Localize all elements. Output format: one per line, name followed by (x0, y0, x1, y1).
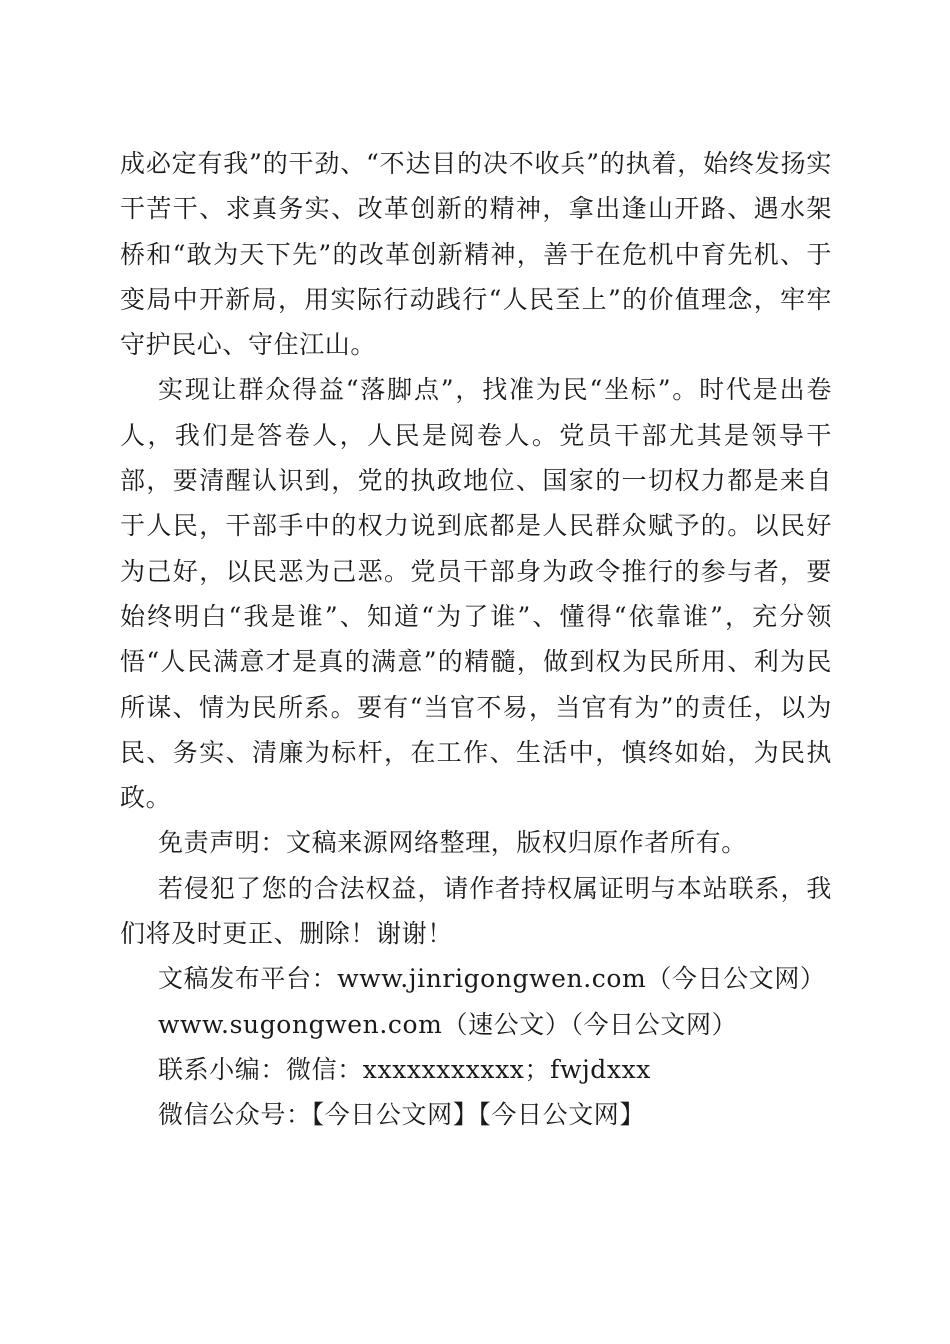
document-page (120, 141, 832, 1138)
body-paragraph-continuation: 成必定有我”的干劲、“不达目的决不收兵”的执着，始终发扬实干苦干、求真务实、改革创新的精神，拿出逢山开路、遇水架桥和“敢为天下先”的改革创新精神，善于在危机中育先机、于变局中开新局，用实际行动践行“人民至上”的价值理念，牢牢守护民心、守住江山。 (120, 149, 832, 360)
infringement-notice: 若侵犯了您的合法权益，请作者持权属证明与本站联系，我们将及时更正、删除！谢谢！ (120, 873, 832, 949)
platform-line: 文稿发布平台：www.jinrigongwen.com（今日公文网） (158, 964, 826, 994)
contact-line: 联系小编：微信：xxxxxxxxxxx；fwjdxxx (158, 1054, 651, 1084)
disclaimer-text: 免责声明：文稿来源网络整理，版权归原作者所有。 (158, 828, 747, 858)
body-paragraph-people-first: 实现让群众得益“落脚点”，找准为民“坐标”。时代是出卷人，我们是答卷人，人民是阅卷人。党员干部尤其是领导干部，要清醒认识到，党的执政地位、国家的一切权力都是来自于人民，干部手中的权力说到底都是人民群众赋予的。以民好为己好，以民恶为己恶。党员干部身为政令推行的参与者，要始终明白“我是谁”、知道“为了谁”、懂得“依靠谁”，充分领悟“人民满意才是真的满意”的精髓，做到权为民所用、利为民所谋、情为民所系。要有“当官不易，当官有为”的责任，以为民、务实、清廉为标杆，在工作、生活中，慎终如始，为民执政。 (120, 375, 832, 813)
wechat-account-line: 微信公众号：【今日公文网】【今日公文网】 (158, 1100, 646, 1130)
site-line: www.sugongwen.com（速公文）（今日公文网） (158, 1009, 738, 1039)
